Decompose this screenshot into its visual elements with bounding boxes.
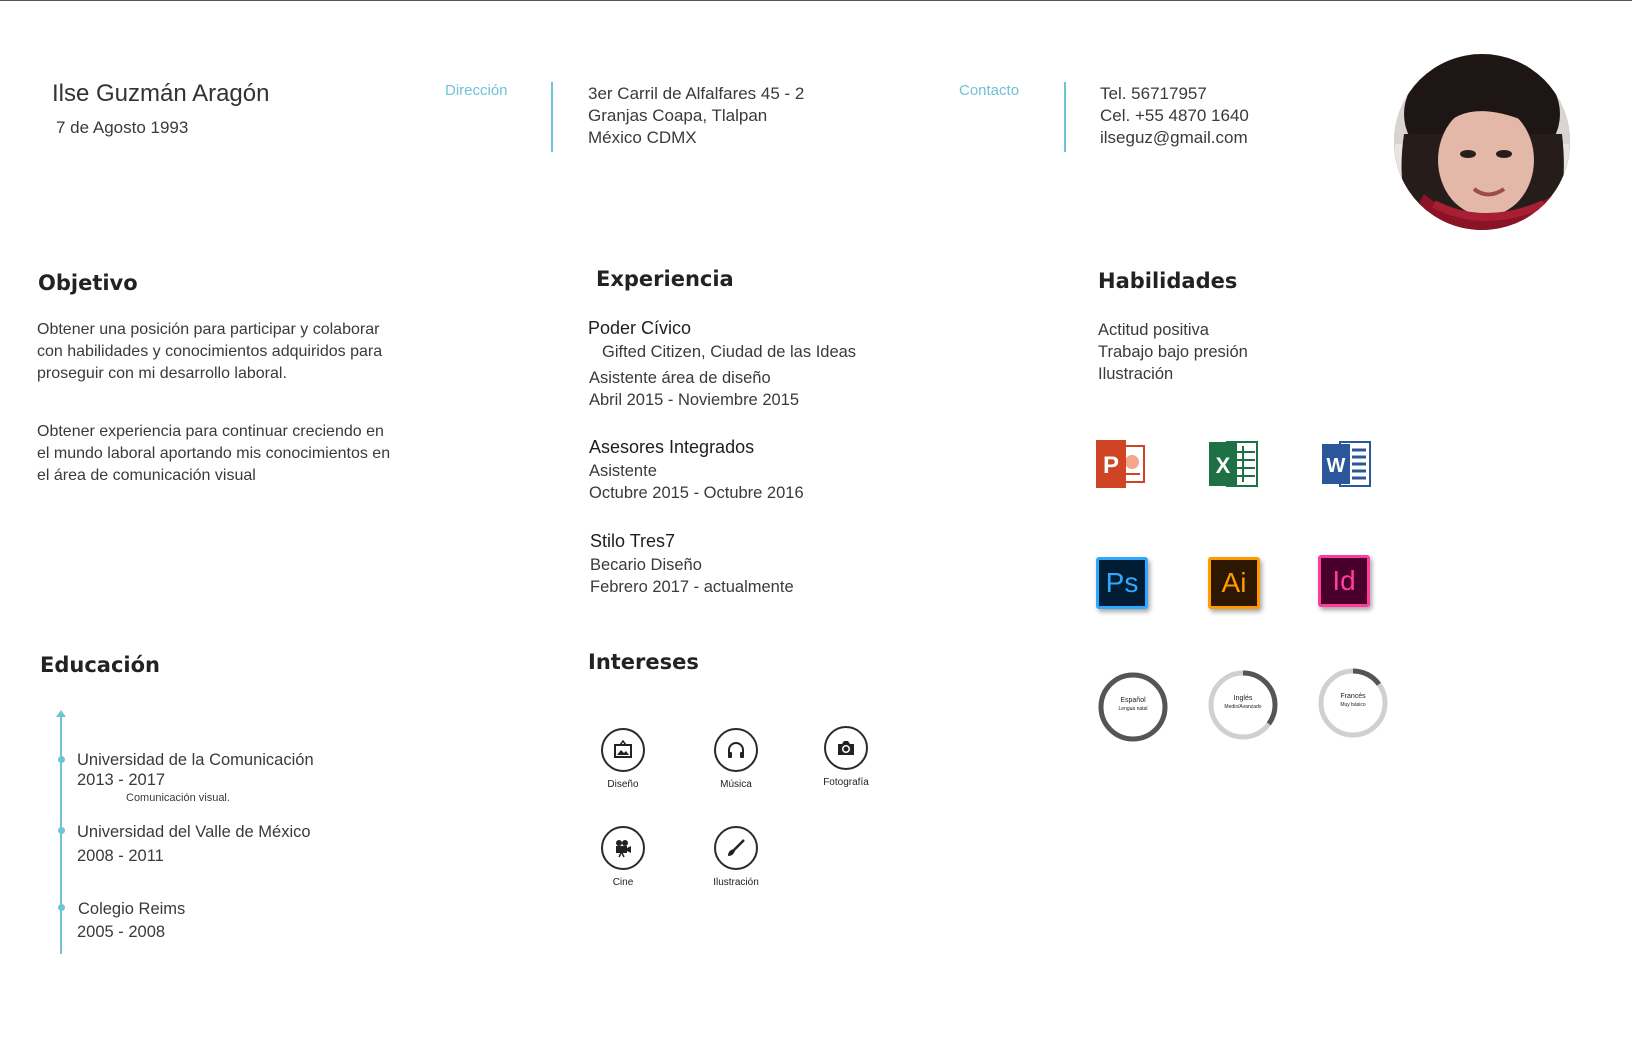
cellphone: Cel. +55 4870 1640	[1100, 106, 1249, 125]
experience-heading: Experiencia	[596, 267, 734, 291]
interests-heading: Intereses	[588, 650, 699, 674]
excel-icon	[1207, 438, 1255, 486]
language-name: Francés	[1340, 693, 1366, 700]
camera-icon	[824, 726, 868, 770]
education-years: 2005 - 2008	[77, 923, 166, 941]
interest-label: Fotografía	[823, 777, 869, 788]
language-name: Español	[1120, 697, 1146, 704]
job-company: Stilo Tres7	[590, 531, 676, 551]
education-school: Colegio Reims	[78, 900, 186, 918]
email[interactable]: ilseguz@gmail.com	[1100, 128, 1248, 147]
word-icon	[1320, 438, 1368, 486]
education-school: Universidad de la Comunicación	[77, 751, 314, 769]
education-years: 2013 - 2017	[77, 771, 166, 789]
job-line: Octubre 2015 - Octubre 2016	[589, 484, 804, 502]
birthdate: 7 de Agosto 1993	[56, 118, 189, 137]
interest-photography	[791, 726, 901, 788]
language-gauge-spanish	[1096, 670, 1170, 744]
job-company: Poder Cívico	[588, 318, 692, 338]
job-line: Becario Diseño	[590, 556, 702, 574]
language-gauge-english	[1206, 668, 1280, 742]
language-level: Medio/Avanzado	[1224, 704, 1262, 710]
timeline-line	[60, 714, 62, 954]
job-line: Asistente	[589, 462, 657, 480]
objective-heading: Objetivo	[38, 271, 138, 295]
address-divider	[551, 82, 553, 152]
full-name: Ilse Guzmán Aragón	[52, 80, 270, 107]
film-camera-icon	[601, 826, 645, 870]
timeline-dot	[58, 904, 65, 911]
timeline-dot	[58, 827, 65, 834]
skill-item: Trabajo bajo presión	[1098, 343, 1248, 361]
job-company: Asesores Integrados	[589, 437, 755, 457]
education-heading: Educación	[40, 653, 160, 677]
svg-text:W: W	[1326, 455, 1346, 477]
job-line: Febrero 2017 - actualmente	[590, 578, 794, 596]
address-line: Granjas Coapa, Tlalpan	[588, 106, 768, 125]
indesign-icon: Id	[1318, 555, 1370, 607]
interest-illustration	[681, 826, 791, 888]
brush-icon	[714, 826, 758, 870]
job-line: Abril 2015 - Noviembre 2015	[589, 391, 800, 409]
address-block	[588, 83, 804, 149]
skill-item: Ilustración	[1098, 365, 1174, 383]
interest-label: Ilustración	[713, 877, 759, 888]
education-detail: Comunicación visual.	[126, 792, 230, 804]
language-gauge-french	[1316, 666, 1390, 740]
top-border	[0, 0, 1632, 1]
skills-heading: Habilidades	[1098, 269, 1238, 293]
objective-paragraph: Obtener una posición para participar y colaborar con habilidades y conocimientos adquiridos para proseguir con mi desarrollo laboral.	[37, 321, 383, 382]
address-line: 3er Carril de Alfalfares 45 - 2	[588, 84, 805, 103]
contact-divider	[1064, 82, 1066, 152]
skill-item: Actitud positiva	[1098, 321, 1209, 339]
interest-design	[568, 728, 678, 790]
language-level: Muy básico	[1340, 702, 1366, 708]
interest-music	[681, 728, 791, 790]
education-years: 2008 - 2011	[77, 847, 164, 865]
illustrator-icon: Ai	[1208, 557, 1260, 609]
timeline-arrow-icon	[56, 710, 66, 717]
objective-paragraph: Obtener experiencia para continuar creciendo en el mundo laboral aportando mis conocimientos en el área de comunicación visual	[37, 423, 391, 484]
timeline-dot	[58, 756, 65, 763]
headphones-icon	[714, 728, 758, 772]
phone: Tel. 56717957	[1100, 84, 1207, 103]
education-school: Universidad del Valle de México	[77, 823, 311, 841]
interest-label: Cine	[612, 877, 634, 888]
interest-label: Diseño	[607, 779, 639, 790]
profile-photo	[1394, 54, 1570, 230]
address-line: México CDMX	[588, 128, 697, 147]
contact-label: Contacto	[959, 82, 1020, 99]
job-line: Gifted Citizen, Ciudad de las Ideas	[602, 343, 857, 361]
interest-cinema	[568, 826, 678, 888]
powerpoint-icon	[1094, 438, 1142, 486]
svg-text:X: X	[1215, 453, 1231, 478]
language-level: Lengua natal	[1118, 706, 1148, 712]
address-label: Dirección	[445, 82, 508, 99]
interest-label: Música	[720, 779, 752, 790]
design-icon	[601, 728, 645, 772]
svg-text:P: P	[1102, 452, 1120, 479]
job-line: Asistente área de diseño	[589, 369, 771, 387]
photoshop-icon: Ps	[1096, 557, 1148, 609]
language-name: Inglés	[1233, 695, 1253, 702]
contact-block	[1100, 83, 1249, 149]
